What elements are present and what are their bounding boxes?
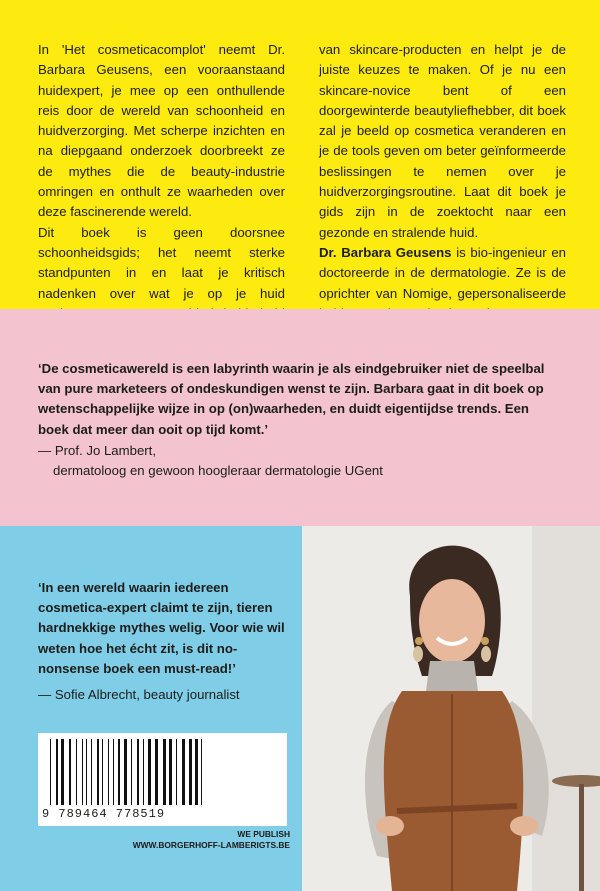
author-photo	[302, 526, 600, 891]
isbn-barcode	[38, 733, 287, 826]
description-paragraph: Dit boek is geen doorsnee schoonheidsgids; het neemt sterke standpunten in en laat je kritisch nadenken over wat je op je huid	[38, 224, 285, 301]
description-paragraph: In 'Het cosmeticacomplot' neemt Dr. Barbara Geusens, een vooraanstaand huidexpert, je mee op een onthullende reis door de wereld van schoonheid en huidverzorging. Met scherpe inzichten en na diepgaand onderzoek doorbreekt ze de mythes die de beauty-industrie omringen en onthult ze waarheden over deze fascinerende wereld.	[38, 42, 285, 220]
review-quote: ‘In een wereld waarin iedereen cosmetica-expert claimt te zijn, tieren hardnekkige mythes welig. Voor wie wil weten hoe het écht zit, is dit no-nonsense boek een must-read!’	[38, 580, 285, 676]
review-quote: ‘De cosmeticawereld is een labyrinth waarin je als eindgebruiker niet de speelbal van pure marketeers of ondeskundigen wenst te zijn. Barbara gaat in dit boek op wetenschappelijke wijze in op (on)waarheden, en duidt eigentijdse trends. Een boek dat meer dan ooit op tijd komt.’	[38, 361, 545, 437]
reviewer-role: dermatoloog en gewoon hoogleraar dermatologie UGent	[53, 463, 383, 479]
reviewer-name: — Prof. Jo Lambert,	[38, 443, 156, 458]
description-paragraph: van skincare-producten en helpt je de juiste keuzes te maken. Of je nu een skincare-novice bent of een doorgewinterde beautyliefhebber, dit boek zal je beeld op cosmetica veranderen en je de tools geven om beter geïnformeerde beslissingen te nemen over je huidverzorgingsroutine. Laat dit boek je gids zijn in de zoektocht naar een gezonde en stralende huid.	[319, 42, 566, 240]
publisher-url: WWW.BORGERHOFF-LAMBERIGTS.BE	[132, 840, 290, 850]
author-bio-text: is bio-ingenieur en doctoreerde in de dermatologie. Ze is de oprichter van Nomige, gepersonaliseerde	[319, 244, 566, 301]
publisher-tagline: WE PUBLISH	[237, 829, 290, 839]
description-panel	[0, 0, 600, 309]
review-attribution: — Sofie Albrecht, beauty journalist	[38, 687, 240, 702]
publisher-info	[133, 829, 290, 851]
barcode-bars	[48, 739, 277, 811]
description-column-right	[319, 40, 566, 344]
description-column-left	[38, 40, 285, 344]
isbn-number: 9 789464 778519	[42, 807, 166, 821]
author-name: Dr. Barbara Geusens	[319, 244, 452, 260]
review-attribution	[38, 441, 383, 481]
review-panel-professor	[0, 309, 600, 526]
author-portrait-illustration	[302, 526, 600, 891]
review-panel-journalist	[0, 526, 302, 891]
